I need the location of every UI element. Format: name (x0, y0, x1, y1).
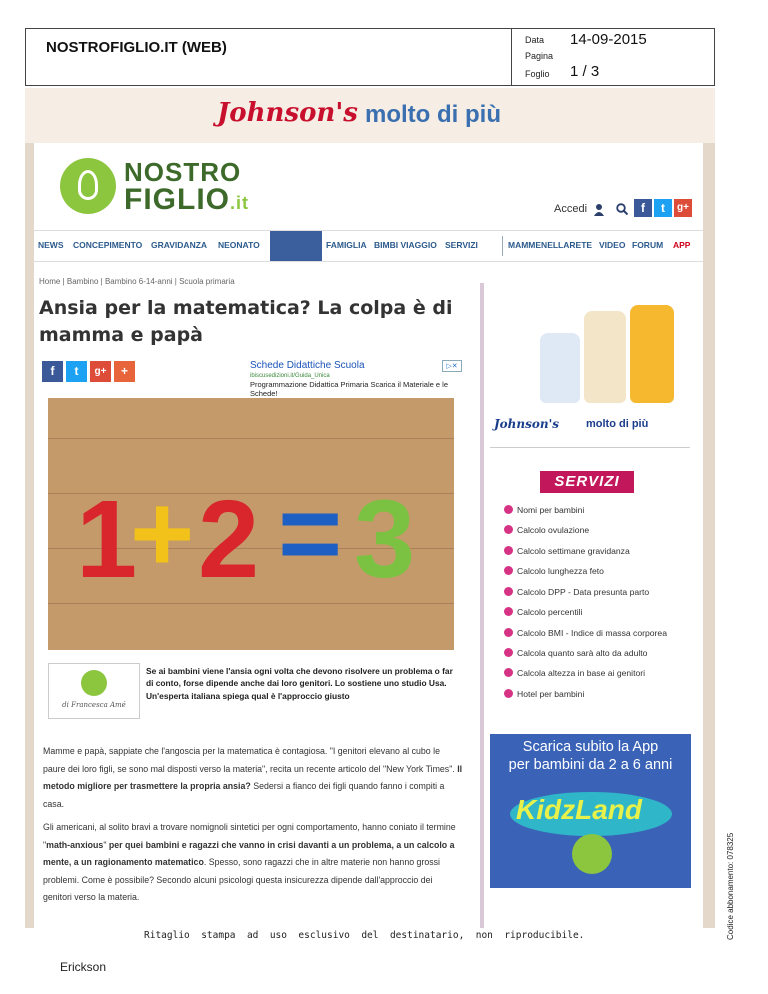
ad-title[interactable]: Schede Didattiche Scuola (250, 360, 365, 371)
site-logo-icon[interactable] (60, 158, 116, 214)
share-googleplus-icon[interactable]: g+ (90, 361, 111, 382)
nav-item-news[interactable]: NEWS (38, 240, 64, 250)
article-title: Ansia per la matematica? La colpa è di mamma e papà (39, 297, 453, 346)
sidebar-divider (480, 283, 484, 928)
flower-bullet-icon (504, 587, 513, 596)
main-nav (34, 230, 703, 262)
service-link[interactable]: Nomi per bambini (504, 505, 584, 515)
nav-item-famiglia[interactable]: FAMIGLIA (326, 240, 367, 250)
subscription-code: Codice abbonamento: 078325 (726, 832, 735, 940)
flower-bullet-icon (504, 628, 513, 637)
nav-item-bambino[interactable]: BAMBINO (273, 240, 314, 250)
publication-name: NOSTROFIGLIO.IT (WEB) (46, 39, 227, 56)
service-link[interactable]: Calcola quanto sarà alto da adulto (504, 648, 647, 658)
app-logo-icon (572, 834, 612, 874)
service-link[interactable]: Hotel per bambini (504, 689, 584, 699)
service-link[interactable]: Calcolo DPP - Data presunta parto (504, 587, 649, 597)
nav-item-gravidanza[interactable]: GRAVIDANZA (151, 240, 208, 250)
pagina-label: Pagina (525, 51, 554, 61)
article-image (48, 398, 454, 650)
foglio-label: Foglio (525, 69, 550, 79)
flower-bullet-icon (504, 525, 513, 534)
flower-bullet-icon (504, 546, 513, 555)
logo-line2[interactable]: FIGLIO.it (124, 183, 249, 216)
nav-item-servizi[interactable]: SERVIZI (445, 240, 478, 250)
sidebar-ad-tagline[interactable]: molto di più (586, 418, 649, 430)
ad-url[interactable]: ibiscusedizioni.it/Guida_Unica (250, 373, 330, 379)
nav-item-bimbi-viaggio[interactable]: BIMBI VIAGGIO (374, 240, 437, 250)
flower-bullet-icon (504, 607, 513, 616)
web-page-clipping (25, 88, 715, 928)
service-link[interactable]: Calcolo settimane gravidanza (504, 546, 630, 556)
twitter-icon[interactable]: t (654, 199, 672, 217)
search-icon[interactable] (616, 203, 628, 215)
flower-bullet-icon (504, 648, 513, 657)
site-page (34, 143, 703, 928)
app-ad-line1: Scarica subito la App (522, 739, 659, 755)
digit-two: 2 (198, 478, 260, 601)
service-link[interactable]: Calcolo BMI - Indice di massa corporea (504, 628, 667, 638)
facebook-icon[interactable]: f (634, 199, 652, 217)
nav-item-mammenellarete[interactable]: MAMMENELLARETE (508, 240, 593, 250)
nav-item-forum[interactable]: FORUM (632, 240, 664, 250)
clipping-header (25, 28, 715, 86)
app-name: KidzLand (516, 794, 642, 825)
share-facebook-icon[interactable]: f (42, 361, 63, 382)
service-link[interactable]: Calcolo lunghezza feto (504, 566, 604, 576)
nav-item-video[interactable]: VIDEO (599, 240, 626, 250)
clipping-meta (511, 29, 717, 85)
googleplus-icon[interactable]: g+ (674, 199, 692, 217)
top-ad-banner[interactable] (25, 88, 715, 143)
article-lead: Se ai bambini viene l'ansia ogni volta che devono risolvere un problema o far di conto, forse dipende anche dai loro genitori. Lo sostiene uno studio Usa. Un'esperta italiana spiega qual è l'approccio giusto (146, 666, 453, 701)
equals-sign: = (278, 472, 343, 595)
sidebar-ad-brand[interactable]: Johnson's (494, 417, 560, 431)
article-paragraph-1: Mamme e papà, sappiate che l'angoscia per la matematica è contagiosa. "I genitori elevano al cubo le paure dei loro figli, se sono mal disposti verso la materia", recita un recente articolo del "New York Times". Il metodo migliore per trasmettere la propria ansia? Sedersi a fianco dei figli quando fanno i compiti a casa. (43, 746, 463, 809)
kidzland-app-ad[interactable] (490, 734, 691, 888)
nav-item-concepimento[interactable]: CONCEPIMENTO (73, 240, 143, 250)
reproduction-notice: Ritaglio stampa ad uso esclusivo del destinatario, non riproducibile. (144, 930, 585, 941)
flower-bullet-icon (504, 668, 513, 677)
author-name[interactable]: di Francesca Amé (62, 701, 126, 709)
app-ad-line2: per bambini da 2 a 6 anni (508, 757, 673, 773)
nav-item-app[interactable]: APP (673, 240, 691, 250)
flower-bullet-icon (504, 505, 513, 514)
sidebar-ad-image[interactable] (492, 291, 694, 431)
nav-item-neonato[interactable]: NEONATO (218, 240, 260, 250)
ad-description: Programmazione Didattica Primaria Scarica il Materiale e le Schede! (250, 380, 448, 398)
adchoices-icon[interactable]: ▷✕ (442, 360, 462, 372)
flower-bullet-icon (504, 566, 513, 575)
breadcrumb[interactable]: Home | Bambino | Bambino 6-14-anni | Scuola primaria (39, 277, 235, 286)
data-value: 14-09-2015 (570, 31, 647, 48)
article-paragraph-2: Gli americani, al solito bravi a trovare nomignoli sintetici per ogni comportamento, hanno coniato il termine "math-anxious" per quei bambini e ragazzi che vanno in crisi davanti a un problema, a un calcolo a mente, a un ragionamento matematico. Spesso, sono ragazzi che in altre materie non hanno grossi problemi. Come è possibile? Secondo alcuni psicologi questa insicurezza dipende dall'approccio dei genitori verso la materia. (43, 822, 456, 903)
banner-tagline: molto di più (365, 101, 501, 128)
flower-bullet-icon (504, 689, 513, 698)
banner-brand: Johnson's (217, 98, 358, 128)
plus-sign: + (130, 472, 195, 595)
source-name: Erickson (60, 960, 107, 974)
digit-three: 3 (354, 478, 416, 601)
data-label: Data (525, 35, 545, 45)
share-more-icon[interactable]: + (114, 361, 135, 382)
user-icon[interactable] (594, 204, 604, 216)
foglio-value: 1 / 3 (570, 63, 600, 80)
share-twitter-icon[interactable]: t (66, 361, 87, 382)
service-link[interactable]: Calcola altezza in base ai genitori (504, 668, 645, 678)
login-link[interactable]: Accedi (554, 203, 588, 215)
logo-line1[interactable]: NOSTRO (124, 157, 242, 187)
service-link[interactable]: Calcolo ovulazione (504, 525, 589, 535)
service-link[interactable]: Calcolo percentili (504, 607, 582, 617)
author-logo-icon (81, 670, 107, 696)
author-box (48, 663, 140, 719)
servizi-heading: SERVIZI (540, 471, 634, 493)
digit-one: 1 (76, 478, 138, 601)
